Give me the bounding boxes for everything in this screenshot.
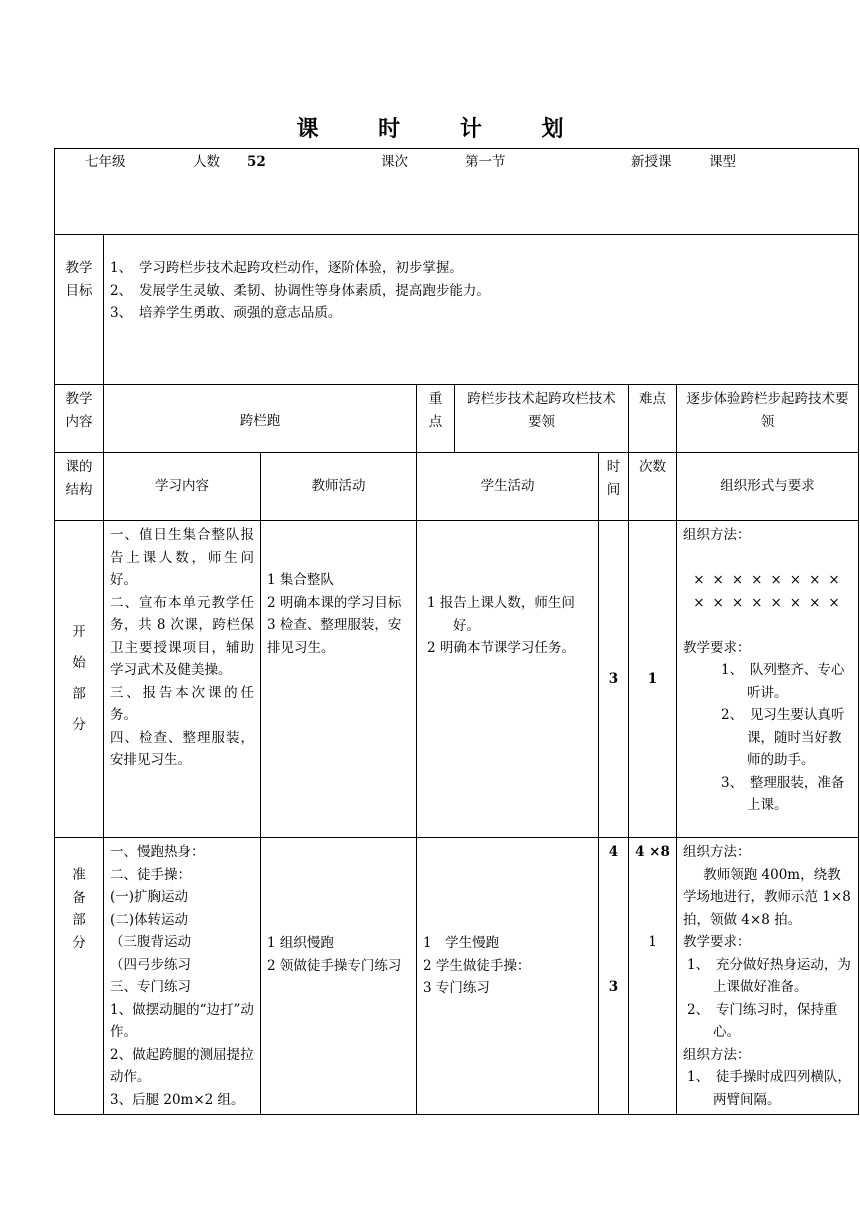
- session-label: 课次: [381, 154, 408, 170]
- learning-item: 三、报告本次课的任务。: [110, 684, 254, 723]
- lesson-type-label: 课型: [709, 154, 736, 170]
- requirement-item: 2、 专门练习时，保持重心。: [687, 1001, 838, 1040]
- grade-value: 七年级: [85, 154, 126, 170]
- content-text: 跨栏跑: [104, 385, 417, 453]
- learning-item: (一)扩胸运动: [110, 889, 189, 905]
- req-title: 教学要求：: [683, 934, 751, 950]
- student-item: 3 专门练习: [423, 980, 490, 996]
- section-prep-row: [55, 838, 859, 1115]
- content-label-2: 内容: [65, 413, 93, 430]
- student-item: 2 明确本节课学习任务。: [427, 640, 575, 656]
- col-time-1: 时: [606, 459, 621, 475]
- learning-item: 一、值日生集合整队报告上课人数，师生问好。: [110, 527, 254, 588]
- col-teacher: 教师活动: [261, 453, 417, 521]
- teacher-item: 1 集合整队: [267, 572, 334, 588]
- time-value: 3: [608, 978, 619, 995]
- requirement-item: 2、 见习生要认真听课，随时当好教师的助手。: [721, 707, 845, 768]
- requirement-item: 1、 队列整齐、专心听讲。: [721, 662, 845, 701]
- learning-item: 二、宣布本单元教学任务，共 8 次课，跨栏保卫主要授课项目，辅助学习武术及健美操。: [110, 594, 254, 678]
- objectives-label-2: 目标: [65, 282, 93, 299]
- formation-row: ××××××××: [693, 572, 848, 588]
- col-reps: 次数: [629, 453, 677, 521]
- learning-item: 1、做摆动腿的“边打”动作。: [110, 1001, 254, 1040]
- reps-value: 1: [629, 521, 677, 838]
- column-header-row: [55, 453, 859, 521]
- learning-item: (二)体转运动: [110, 911, 189, 928]
- reps-value: 1: [648, 933, 657, 950]
- objective-item: 1、 学习跨栏步技术起跨攻栏动作，逐阶体验，初步掌握。: [110, 260, 463, 276]
- key-point-text: 跨栏步技术起跨攻栏技术要领: [455, 385, 629, 453]
- objectives-row: [55, 235, 859, 385]
- teacher-item: 2 领做徒手操专门练习: [267, 957, 402, 974]
- time-value: 3: [599, 521, 629, 838]
- learning-item: 3、后腿 20m×2 组。: [110, 1091, 245, 1108]
- key-point-label-1: 重: [428, 391, 443, 407]
- learning-item: （三腹背运动: [110, 934, 191, 950]
- org-title: 组织方法：: [683, 1046, 751, 1063]
- session-value: 第一节: [465, 154, 506, 170]
- structure-label-1: 课的: [65, 459, 93, 475]
- student-item: 1 报告上课人数，师生问好。: [427, 595, 575, 634]
- section-opening-name: 开 始 部 分: [55, 521, 104, 838]
- col-student: 学生活动: [417, 453, 599, 521]
- student-item: 1 学生慢跑: [423, 935, 500, 951]
- teacher-item: 3 检查、整理服装，安排见习生。: [267, 617, 402, 656]
- reps-value: 4 ×8: [635, 844, 670, 860]
- section-prep-name: 准 备 部 分: [55, 838, 104, 1115]
- count-value: 52: [247, 154, 266, 170]
- content-label-1: 教学: [65, 391, 93, 407]
- time-value: 4: [608, 844, 619, 860]
- lesson-plan-table: [54, 148, 859, 1115]
- objective-item: 2、 发展学生灵敏、柔韧、协调性等身体素质，提高跑步能力。: [110, 282, 490, 299]
- col-org: 组织形式与要求: [677, 453, 859, 521]
- org-title: 组织方法：: [683, 844, 751, 860]
- content-row: [55, 385, 859, 453]
- header-info: [61, 151, 852, 173]
- learning-item: 2、做起跨腿的测屈提拉动作。: [110, 1046, 254, 1085]
- objectives-label-1: 教学: [65, 260, 93, 276]
- learning-item: 二、徒手操：: [110, 866, 191, 883]
- learning-item: 四、检查、整理服装，安排见习生。: [110, 729, 254, 768]
- learning-item: 三、专门练习: [110, 979, 191, 995]
- key-point-label-2: 点: [428, 413, 443, 430]
- section-opening-row: [55, 521, 859, 838]
- header-row: [55, 149, 859, 235]
- learning-item: 一、慢跑热身：: [110, 844, 205, 860]
- col-time-2: 间: [606, 481, 621, 498]
- requirement-item: 1、 充分做好热身运动，为上课做好准备。: [687, 956, 851, 995]
- structure-label-2: 结构: [65, 481, 93, 498]
- org-text: 教师领跑 400m，绕教学场地进行，教师示范 1×8 拍，领做 4×8 拍。: [683, 866, 851, 928]
- student-item: 2 学生做徒手操：: [423, 957, 531, 974]
- org-item: 1、 徒手操时成四列横队，两臂间隔。: [687, 1069, 851, 1108]
- objective-item: 3、 培养学生勇敢、顽强的意志品质。: [110, 305, 342, 321]
- page-title: 课 时 计 划: [296, 116, 590, 142]
- lesson-type-value: 新授课: [631, 154, 672, 170]
- difficulty-label: 难点: [629, 385, 677, 453]
- count-label: 人数: [193, 154, 220, 170]
- learning-item: （四弓步练习: [110, 956, 191, 973]
- teacher-item: 1 组织慢跑: [267, 935, 334, 951]
- col-learning: 学习内容: [104, 453, 261, 521]
- req-title: 教学要求：: [683, 639, 751, 656]
- formation-row: ××××××××: [693, 594, 848, 611]
- requirement-item: 3、 整理服装，准备上课。: [721, 774, 845, 813]
- org-title: 组织方法：: [683, 527, 751, 543]
- teacher-item: 2 明确本课的学习目标: [267, 594, 402, 611]
- difficulty-text: 逐步体验跨栏步起跨技术要领: [677, 385, 859, 453]
